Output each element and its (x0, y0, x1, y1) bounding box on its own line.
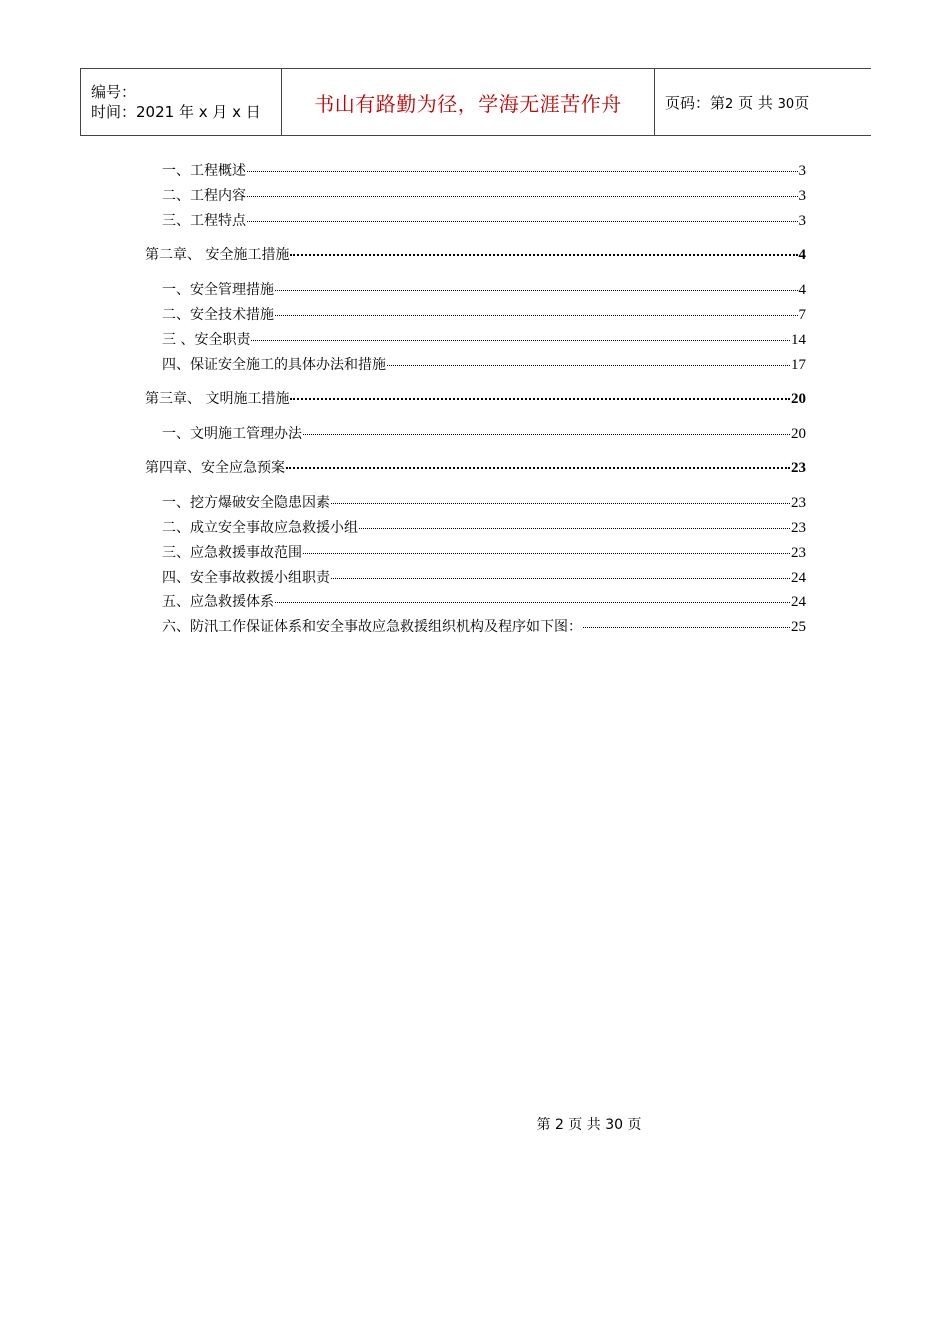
toc-dot-leader (331, 578, 790, 579)
header-motto-cell (282, 69, 655, 136)
toc-section-entry[interactable] (162, 593, 806, 611)
toc-entry-label: 第二章、 安全施工措施 (145, 247, 290, 263)
toc-entry-label: 三 、安全职责 (162, 332, 251, 348)
header-page-current: 2 (725, 96, 734, 112)
header-motto: 书山有路勤为径，学海无涯苦作舟 (314, 91, 622, 116)
toc-entry-label: 三、应急救援事故范围 (162, 545, 302, 561)
toc-section-entry[interactable] (162, 331, 806, 349)
toc-dot-leader (359, 528, 790, 529)
toc-section-entry[interactable] (162, 306, 806, 324)
toc-entry-page-number: 24 (791, 594, 806, 610)
toc-dot-leader (247, 196, 798, 197)
toc-entry-label: 一、挖方爆破安全隐患因素 (162, 495, 330, 511)
toc-dot-leader (583, 627, 790, 628)
toc-entry-page-number: 24 (791, 570, 806, 586)
toc-dot-leader (290, 254, 797, 256)
toc-entry-page-number: 4 (798, 282, 806, 298)
toc-section-entry[interactable] (162, 187, 806, 205)
toc-entry-label: 一、安全管理措施 (162, 282, 274, 298)
toc-dot-leader (331, 503, 790, 504)
toc-dot-leader (303, 553, 790, 554)
header-table (80, 68, 871, 136)
toc-entry-label: 二、工程内容 (162, 188, 246, 204)
toc-entry-page-number: 25 (791, 619, 806, 635)
document-date-label: 时间：2021 年 x 月 x 日 (91, 103, 261, 121)
toc-section-entry[interactable] (162, 519, 806, 537)
toc-entry-label: 五、应急救援体系 (162, 594, 274, 610)
toc-entry-label: 第四章、安全应急预案 (145, 460, 285, 476)
toc-entry-label: 四、安全事故救援小组职责 (162, 570, 330, 586)
toc-entry-label: 三、工程特点 (162, 213, 246, 229)
toc-dot-leader (275, 602, 790, 603)
toc-entry-page-number: 14 (791, 332, 806, 348)
header-left-cell (81, 69, 282, 136)
toc-entry-page-number: 4 (798, 247, 806, 263)
toc-entry-page-number: 23 (791, 520, 806, 536)
toc-entry-page-number: 23 (791, 495, 806, 511)
toc-entry-label: 六、防汛工作保证体系和安全事故应急救援组织机构及程序如下图： (162, 619, 582, 635)
toc-dot-leader (275, 290, 798, 291)
toc-entry-label: 第三章、 文明施工措施 (145, 391, 290, 407)
document-number-label: 编号： (91, 83, 137, 101)
toc-section-entry[interactable] (162, 425, 806, 443)
header-page-total: 30 (777, 96, 795, 112)
toc-entry-page-number: 17 (791, 357, 806, 373)
toc-entry-page-number: 23 (791, 545, 806, 561)
toc-section-entry[interactable] (162, 356, 806, 374)
toc-dot-leader (247, 171, 798, 172)
toc-entry-page-number: 3 (798, 188, 806, 204)
toc-entry-label: 二、成立安全事故应急救援小组 (162, 520, 358, 536)
toc-entry-page-number: 23 (791, 460, 806, 476)
toc-entry-label: 二、安全技术措施 (162, 307, 274, 323)
toc-section-entry[interactable] (162, 162, 806, 180)
toc-section-entry[interactable] (162, 569, 806, 587)
toc-section-entry[interactable] (162, 544, 806, 562)
toc-dot-leader (251, 340, 790, 341)
header-page-info: 页码：第2 页 共 30页 (665, 93, 810, 112)
toc-section-entry[interactable] (162, 618, 806, 636)
toc-section-entry[interactable] (162, 494, 806, 512)
toc-entry-page-number: 20 (791, 391, 806, 407)
toc-dot-leader (286, 467, 790, 469)
toc-chapter-entry[interactable] (145, 246, 806, 264)
toc-entry-label: 一、文明施工管理办法 (162, 426, 302, 442)
page-footer: 第 2 页 共 30 页 (536, 1117, 642, 1133)
toc-dot-leader (275, 315, 798, 316)
toc-chapter-entry[interactable] (145, 390, 806, 408)
toc-dot-leader (247, 221, 798, 222)
toc-section-entry[interactable] (162, 281, 806, 299)
toc-chapter-entry[interactable] (145, 459, 806, 477)
toc-entry-page-number: 7 (798, 307, 806, 323)
toc-entry-label: 一、工程概述 (162, 163, 246, 179)
toc-dot-leader (387, 365, 790, 366)
toc-entry-label: 四、保证安全施工的具体办法和措施 (162, 357, 386, 373)
header-page-cell (655, 69, 872, 136)
toc-entry-page-number: 3 (798, 213, 806, 229)
toc-dot-leader (290, 398, 790, 400)
toc-section-entry[interactable] (162, 212, 806, 230)
toc-entry-page-number: 3 (798, 163, 806, 179)
toc-entry-page-number: 20 (791, 426, 806, 442)
toc-dot-leader (303, 434, 790, 435)
